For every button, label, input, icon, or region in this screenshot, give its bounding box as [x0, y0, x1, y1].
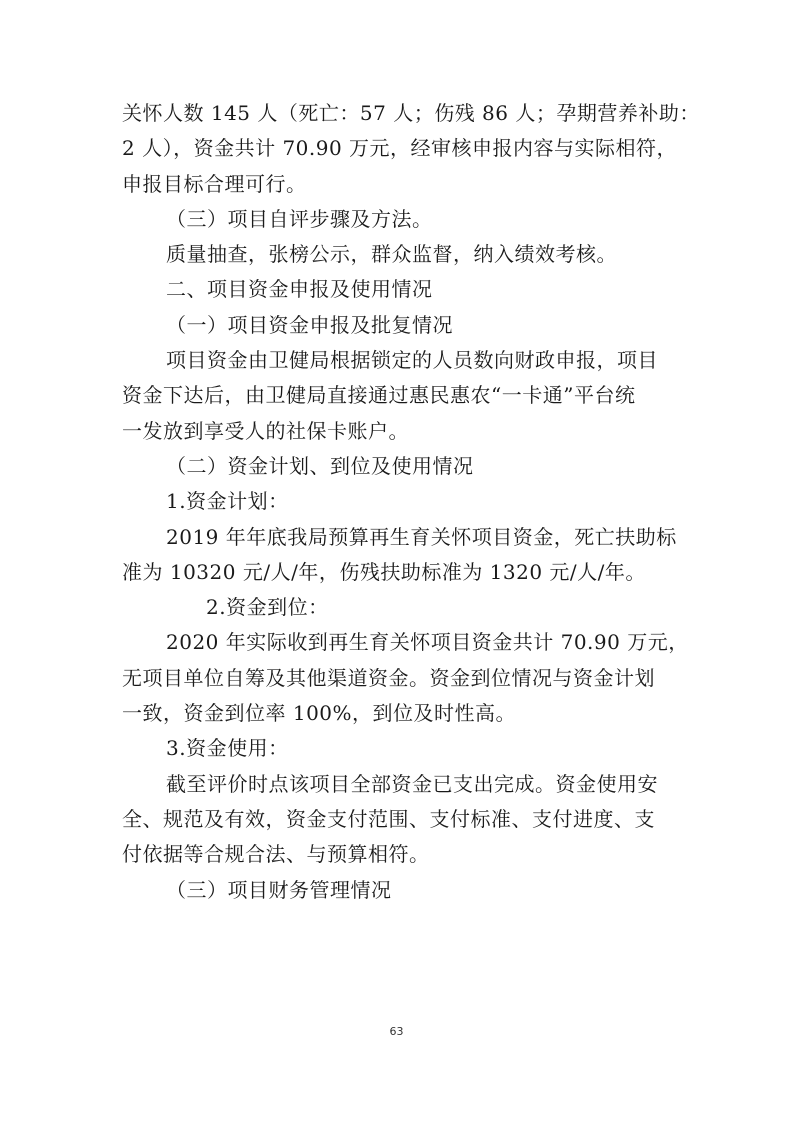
paragraph-line: 资金下达后，由卫健局直接通过惠民惠农“一卡通”平台统 [122, 383, 636, 408]
paragraph-line: 无项目单位自筹及其他渠道资金。资金到位情况与资金计划 [122, 665, 655, 690]
paragraph-line: 质量抽查，张榜公示，群众监督，纳入绩效考核。 [166, 242, 617, 267]
paragraph-line: 2019 年年底我局预算再生育关怀项目资金，死亡扶助标 [166, 524, 677, 549]
paragraph-line: 申报目标合理可行。 [122, 171, 307, 196]
paragraph-line: 2 人），资金共计 70.90 万元，经审核申报内容与实际相符， [122, 136, 678, 161]
paragraph-line: 一发放到享受人的社保卡账户。 [122, 418, 409, 443]
paragraph-line: 截至评价时点该项目全部资金已支出完成。资金使用安 [166, 771, 658, 796]
page-number: 63 [389, 1025, 404, 1038]
paragraph-line: 付依据等合规合法、与预算相符。 [122, 842, 430, 867]
subsection-heading: 2.资金到位： [206, 595, 329, 620]
body-text [122, 96, 700, 908]
paragraph-line: 全、规范及有效，资金支付范围、支付标准、支付进度、支 [122, 806, 655, 831]
subsection-heading: 1.资金计划： [166, 489, 289, 514]
section-heading: （三）项目财务管理情况 [166, 877, 392, 902]
subsection-heading: 3.资金使用： [166, 736, 289, 761]
paragraph-line: 项目资金由卫健局根据锁定的人员数向财政申报，项目 [166, 348, 658, 373]
section-heading: 二、项目资金申报及使用情况 [166, 277, 433, 302]
paragraph-line: 一致，资金到位率 100%，到位及时性高。 [122, 701, 517, 726]
section-heading: （三）项目自评步骤及方法。 [166, 206, 433, 231]
paragraph-line: 2020 年实际收到再生育关怀项目资金共计 70.90 万元， [166, 630, 689, 655]
section-heading: （二）资金计划、到位及使用情况 [166, 453, 474, 478]
paragraph-line: 关怀人数 145 人（死亡：57 人；伤残 86 人；孕期营养补助： [122, 101, 700, 125]
paragraph-line: 准为 10320 元/人/年，伤残扶助标准为 1320 元/人/年。 [122, 559, 646, 584]
section-heading: （一）项目资金申报及批复情况 [166, 312, 453, 337]
